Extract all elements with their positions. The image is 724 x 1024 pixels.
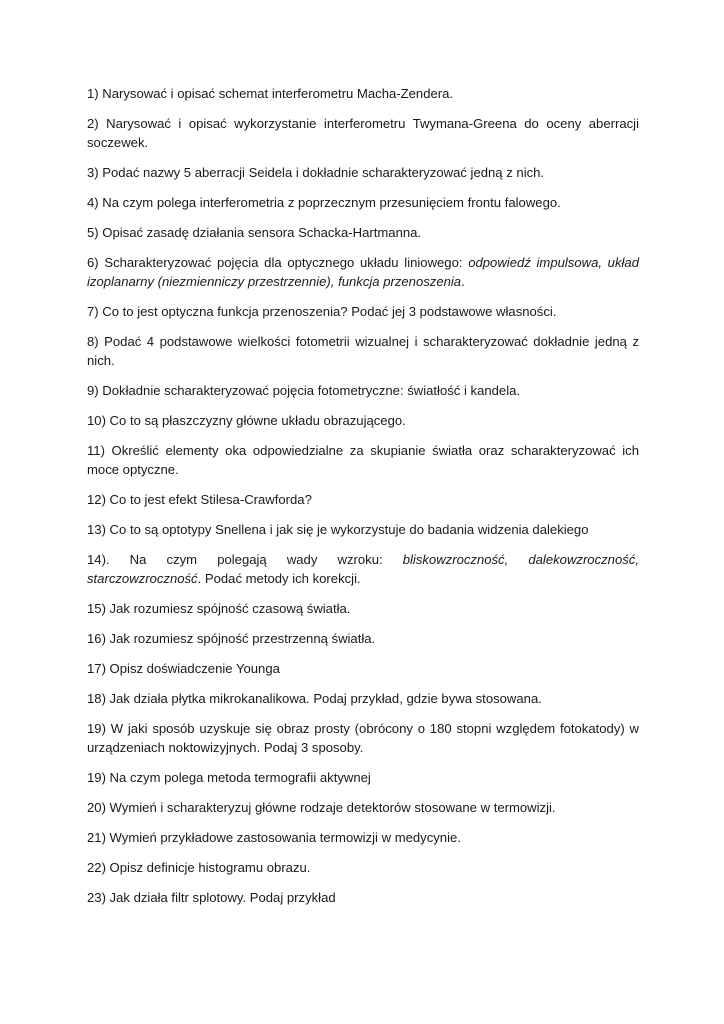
question-13: 13) Co to są optotypy Snellena i jak się je wykorzystuje do badania widzenia dalekiego bbox=[87, 522, 589, 537]
question-9: 9) Dokładnie scharakteryzować pojęcia fotometryczne: światłość i kandela. bbox=[87, 383, 521, 398]
question-18: 18) Jak działa płytka mikrokanalikowa. Podaj przykład, gdzie bywa stosowana. bbox=[87, 691, 542, 706]
question-11: 11) Określić elementy oka odpowiedzialne za skupianie światła oraz scharakteryzować ich moce optyczne. bbox=[87, 443, 639, 477]
question-19b: 19) Na czym polega metoda termografii aktywnej bbox=[87, 770, 371, 785]
question-12: 12) Co to jest efekt Stilesa-Crawforda? bbox=[87, 492, 312, 507]
question-23: 23) Jak działa filtr splotowy. Podaj przykład bbox=[87, 890, 336, 905]
question-20: 20) Wymień i scharakteryzuj główne rodzaje detektorów stosowane w termowizji. bbox=[87, 800, 556, 815]
question-7: 7) Co to jest optyczna funkcja przenoszenia? Podać jej 3 podstawowe własności. bbox=[87, 304, 557, 319]
question-3: 3) Podać nazwy 5 aberracji Seidela i dokładnie scharakteryzować jedną z nich. bbox=[87, 165, 545, 180]
question-1: 1) Narysować i opisać schemat interferometru Macha-Zendera. bbox=[87, 86, 454, 101]
question-10: 10) Co to są płaszczyzny główne układu obrazującego. bbox=[87, 413, 406, 428]
question-2: 2) Narysować i opisać wykorzystanie interferometru Twymana-Greena do oceny aberracji soczewek. bbox=[87, 116, 639, 150]
question-15: 15) Jak rozumiesz spójność czasową światła. bbox=[87, 601, 351, 616]
question-19: 19) W jaki sposób uzyskuje się obraz prosty (obrócony o 180 stopni względem fotokatody) w urządzeniach noktowizyjnych. Podaj 3 sposoby. bbox=[87, 721, 639, 755]
question-5: 5) Opisać zasadę działania sensora Schacka-Hartmanna. bbox=[87, 225, 422, 240]
question-6: 6) Scharakteryzować pojęcia dla optycznego układu liniowego: odpowiedź impulsowa, układ izoplanarny (niezmienniczy przestrzennie), funkcja przenoszenia. bbox=[87, 255, 639, 289]
question-16: 16) Jak rozumiesz spójność przestrzenną światła. bbox=[87, 631, 376, 646]
question-4: 4) Na czym polega interferometria z poprzecznym przesunięciem frontu falowego. bbox=[87, 195, 561, 210]
question-17: 17) Opisz doświadczenie Younga bbox=[87, 661, 280, 676]
question-22: 22) Opisz definicje histogramu obrazu. bbox=[87, 860, 311, 875]
question-8: 8) Podać 4 podstawowe wielkości fotometrii wizualnej i scharakteryzować dokładnie jedną z nich. bbox=[87, 334, 639, 368]
question-list bbox=[87, 84, 639, 918]
question-21: 21) Wymień przykładowe zastosowania termowizji w medycynie. bbox=[87, 830, 461, 845]
question-14: 14). Na czym polegają wady wzroku: bliskowzroczność, dalekowzroczność, starczowzroczność. Podać metody ich korekcji. bbox=[87, 552, 639, 586]
